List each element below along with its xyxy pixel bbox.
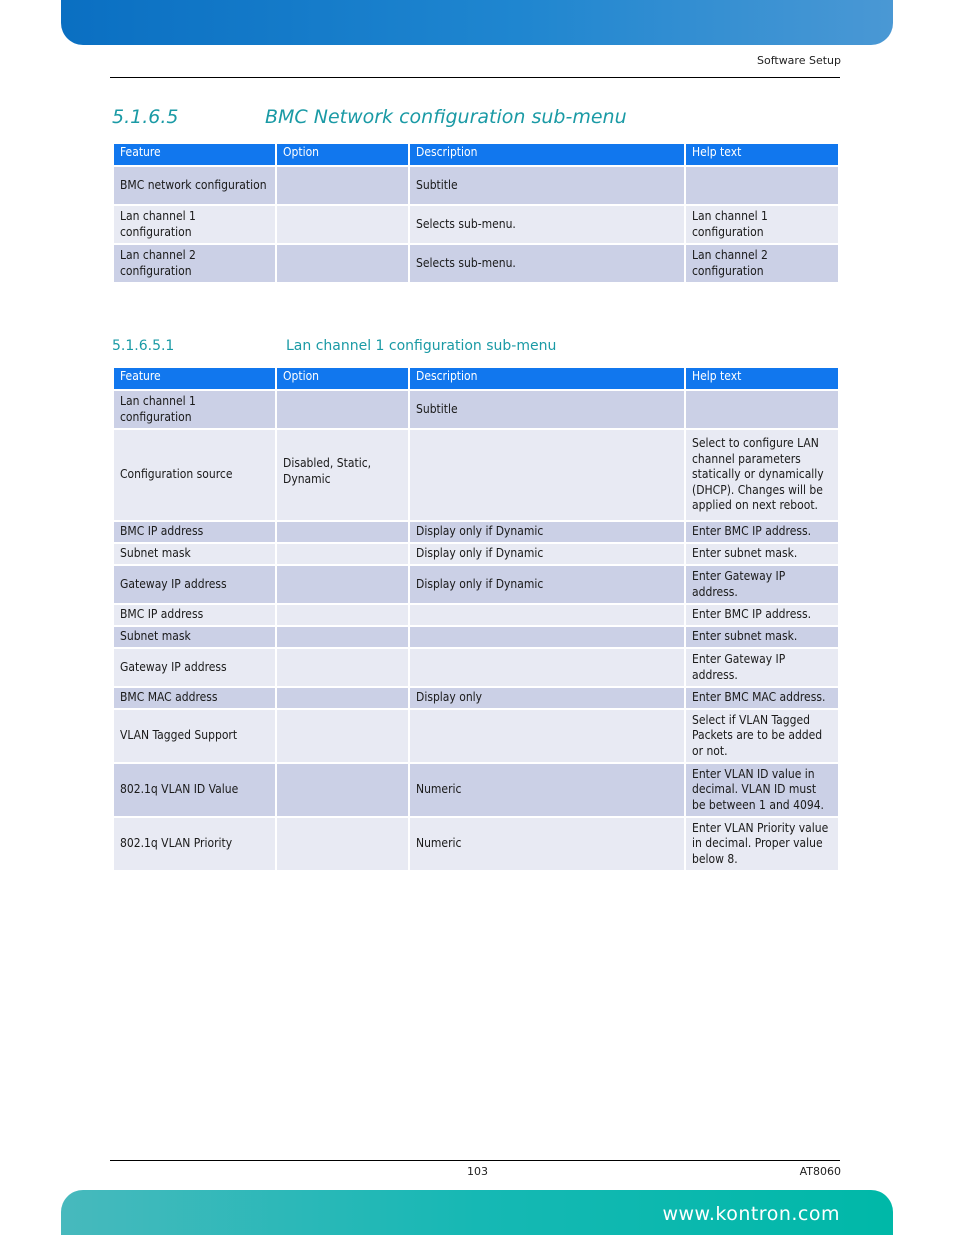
cell-help: Lan channel 2 configuration bbox=[686, 245, 838, 282]
cell-description: Selects sub-menu. bbox=[410, 206, 684, 243]
website-link[interactable]: www.kontron.com bbox=[662, 1203, 840, 1225]
table-row bbox=[114, 391, 838, 428]
cell-feature: BMC MAC address bbox=[114, 688, 275, 708]
section-title: BMC Network configuration sub-menu bbox=[265, 106, 627, 128]
cell-description: Numeric bbox=[410, 818, 684, 870]
cell-help: Enter VLAN Priority value in decimal. Proper value below 8. bbox=[686, 818, 838, 870]
cell-option bbox=[277, 566, 408, 603]
col-header-help: Help text bbox=[686, 144, 838, 165]
table-row bbox=[114, 430, 838, 520]
col-header-option: Option bbox=[277, 368, 408, 389]
cell-option bbox=[277, 206, 408, 243]
table-row bbox=[114, 245, 838, 282]
table-row bbox=[114, 627, 838, 647]
header-section-label: Software Setup bbox=[756, 54, 841, 67]
cell-help: Select if VLAN Tagged Packets are to be added or not. bbox=[686, 710, 838, 762]
cell-option bbox=[277, 710, 408, 762]
cell-description bbox=[410, 649, 684, 686]
cell-feature: Lan channel 2 configuration bbox=[114, 245, 275, 282]
cell-help: Enter VLAN ID value in decimal. VLAN ID must be between 1 and 4094. bbox=[686, 764, 838, 816]
cell-description bbox=[410, 710, 684, 762]
cell-feature: Gateway IP address bbox=[114, 649, 275, 686]
table-header-row bbox=[114, 144, 838, 165]
cell-help: Select to configure LAN channel parameters statically or dynamically (DHCP). Changes will be applied on next reboot. bbox=[686, 430, 838, 520]
cell-option bbox=[277, 522, 408, 542]
cell-help bbox=[686, 167, 838, 204]
cell-help: Lan channel 1 configuration bbox=[686, 206, 838, 243]
cell-feature: 802.1q VLAN ID Value bbox=[114, 764, 275, 816]
cell-help: Enter BMC IP address. bbox=[686, 605, 838, 625]
cell-option bbox=[277, 688, 408, 708]
bottom-banner bbox=[61, 1190, 893, 1235]
bmc-network-table bbox=[112, 142, 840, 284]
subsection-number: 5.1.6.5.1 bbox=[112, 338, 175, 354]
cell-help: Enter subnet mask. bbox=[686, 544, 838, 564]
cell-help: Enter BMC IP address. bbox=[686, 522, 838, 542]
cell-description bbox=[410, 605, 684, 625]
cell-option bbox=[277, 605, 408, 625]
cell-feature: VLAN Tagged Support bbox=[114, 710, 275, 762]
cell-description: Subtitle bbox=[410, 167, 684, 204]
cell-description bbox=[410, 627, 684, 647]
cell-feature: BMC IP address bbox=[114, 522, 275, 542]
col-header-feature: Feature bbox=[114, 368, 275, 389]
subsection-title: Lan channel 1 configuration sub-menu bbox=[286, 338, 557, 354]
cell-feature: Gateway IP address bbox=[114, 566, 275, 603]
cell-option bbox=[277, 544, 408, 564]
col-header-option: Option bbox=[277, 144, 408, 165]
cell-help: Enter subnet mask. bbox=[686, 627, 838, 647]
cell-help: Enter Gateway IP address. bbox=[686, 566, 838, 603]
header-rule bbox=[110, 77, 840, 78]
cell-description: Display only if Dynamic bbox=[410, 544, 684, 564]
page-number: 103 bbox=[467, 1165, 488, 1178]
cell-option bbox=[277, 391, 408, 428]
cell-feature: Lan channel 1 configuration bbox=[114, 206, 275, 243]
col-header-help: Help text bbox=[686, 368, 838, 389]
section-heading bbox=[112, 106, 852, 128]
table-row bbox=[114, 710, 838, 762]
cell-description: Selects sub-menu. bbox=[410, 245, 684, 282]
cell-feature: Subnet mask bbox=[114, 627, 275, 647]
cell-option bbox=[277, 764, 408, 816]
cell-option bbox=[277, 818, 408, 870]
cell-help: Enter Gateway IP address. bbox=[686, 649, 838, 686]
table-row bbox=[114, 566, 838, 603]
document-id: AT8060 bbox=[799, 1165, 841, 1178]
cell-option bbox=[277, 167, 408, 204]
cell-option: Disabled, Static, Dynamic bbox=[277, 430, 408, 520]
table-row bbox=[114, 688, 838, 708]
cell-help: Enter BMC MAC address. bbox=[686, 688, 838, 708]
cell-option bbox=[277, 245, 408, 282]
cell-feature: Subnet mask bbox=[114, 544, 275, 564]
col-header-feature: Feature bbox=[114, 144, 275, 165]
lan-channel-1-table bbox=[112, 366, 840, 872]
cell-option bbox=[277, 627, 408, 647]
subsection-heading bbox=[112, 338, 852, 354]
cell-feature: 802.1q VLAN Priority bbox=[114, 818, 275, 870]
cell-description: Numeric bbox=[410, 764, 684, 816]
table-row bbox=[114, 605, 838, 625]
cell-feature: BMC network configuration bbox=[114, 167, 275, 204]
top-banner bbox=[61, 0, 893, 45]
table-row bbox=[114, 522, 838, 542]
col-header-description: Description bbox=[410, 144, 684, 165]
cell-help bbox=[686, 391, 838, 428]
cell-description bbox=[410, 430, 684, 520]
cell-description: Display only bbox=[410, 688, 684, 708]
col-header-description: Description bbox=[410, 368, 684, 389]
cell-description: Display only if Dynamic bbox=[410, 522, 684, 542]
section-number: 5.1.6.5 bbox=[112, 106, 179, 128]
table-row bbox=[114, 649, 838, 686]
table-row bbox=[114, 167, 838, 204]
table-row bbox=[114, 544, 838, 564]
cell-feature: BMC IP address bbox=[114, 605, 275, 625]
cell-description: Display only if Dynamic bbox=[410, 566, 684, 603]
table-row bbox=[114, 764, 838, 816]
cell-option bbox=[277, 649, 408, 686]
table-header-row bbox=[114, 368, 838, 389]
table-row bbox=[114, 206, 838, 243]
cell-feature: Configuration source bbox=[114, 430, 275, 520]
cell-description: Subtitle bbox=[410, 391, 684, 428]
table-row bbox=[114, 818, 838, 870]
footer-rule bbox=[110, 1160, 840, 1161]
cell-feature: Lan channel 1 configuration bbox=[114, 391, 275, 428]
